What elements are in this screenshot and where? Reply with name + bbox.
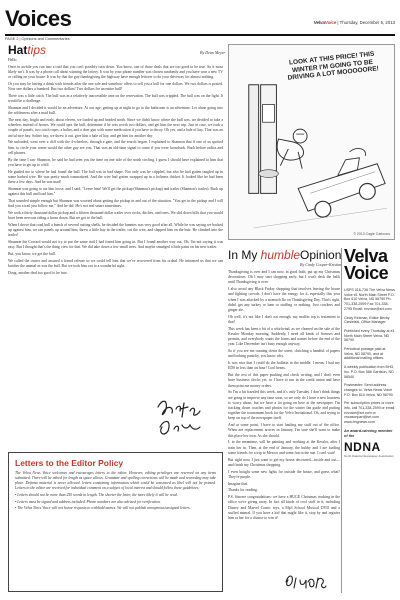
article-paragraph: We unloaded, went over a cliff with the 4-wheelers, through a gate, and the search began. I explained to Shannon that if one of us spotted him, to circle your warm would the other guy see you. That was an old-time signal to come if you were horseback. Back before radios and cell phones.: [8, 140, 223, 155]
hattips-title: [8, 43, 46, 57]
dateline: VelvaVoice | Thursday, December 5, 2013: [313, 20, 395, 25]
article-paragraph: Shannon and I decided it would be an adventure. At our age, getting up at night to go to the bathroom is an adventure. Let alone going into the wilderness after a mad bull.: [8, 106, 223, 116]
hattips-byline: By Dean Meyer: [200, 50, 226, 55]
article-paragraph: Thanksgiving is over and I can now, in good faith, put up my Christmas decorations. Oh I may start shopping early, but I won't deck the halls until Thanksgiving is over.: [228, 270, 340, 285]
signature-graphic: [280, 568, 330, 592]
page-subhead: PAGE 2 | Opinions and Commentaries: [5, 37, 70, 41]
ndna-logo: NDNA: [344, 440, 381, 455]
sidebar-block: Cindy Kirkman, Editor Becky Ciesielski, Office Manager: [344, 315, 390, 325]
masthead: [5, 8, 395, 32]
article-paragraph: By the time I saw Shannon, he said he had seen you the time on one side of the north circling. I guess I should have explained to him that you have to get up to a hill.: [8, 157, 223, 167]
article-paragraph: Imagine that.: [228, 481, 249, 486]
cindy-signature: [280, 568, 330, 592]
sidebar-text: [344, 288, 396, 425]
column-divider: [341, 248, 342, 593]
sidebar-block: Per subscription prices or more info, call 701-338-2599 or email nvvoice@srt.com or vncasonpart@srt.com www.bhgnews.com: [344, 401, 395, 425]
sidebar-logo-line1: Velva: [344, 246, 388, 266]
myopinion-title-part1: In My: [228, 248, 261, 262]
ndna-subtitle: North Dakota Newspaper Association: [344, 454, 394, 459]
letters-policy-item: • Letters should not be more than 250 words in length. The shorter the letter, the more likely it will be read.: [15, 493, 178, 497]
issue-date: Thursday, December 5, 2013: [339, 20, 395, 25]
myopinion-byline: By Cindy Cooper-Kristian: [300, 262, 343, 267]
letters-policy-box: [8, 452, 223, 592]
article-paragraph: This week has been a bit of a whirlwind, as we cleaned on the sale of the Kessler Monday morning. Suddenly, I need all kinds of licenses and permits, and everybody wants the forms and names before the end of the year. Like December isn't busy enough anyway.: [228, 326, 340, 347]
sidebar-logo: [344, 248, 396, 282]
sidebar-block: A weekly publication from BHG, Inc. P.O. Box 586 Garrison, ND 58540: [344, 365, 395, 379]
award-block: [344, 429, 396, 459]
article-paragraph: Shannon was going to cut him loose, and I said, "Leave him! We'll get the pickup (Shannon's pickup) and trailer (Shannon's trailer). Back up against this bull and load him.": [8, 186, 223, 197]
article-paragraph: We took a thirty thousand dollar pickup and a fifteen thousand dollar trailer over rocks, ditches, and trees. We slid down hills that you would have been nervous riding a horse down. But we got to the bull.: [8, 210, 223, 221]
article-paragraph: Doug, another deal too good to be true.: [8, 270, 68, 275]
article-paragraph: But right now, I just want to get my house decorated—inside and out—and finish my Christmas shopping.: [228, 457, 340, 467]
article-paragraph: Thanks for reading.: [228, 488, 258, 493]
article-paragraph: There was a little catch. The bull was in a relatively inaccessible area on the reservation. The bull was crippled. The bull was on the fight. It would be a challenge.: [8, 94, 223, 104]
article-paragraph: It was nice that I could do the bulletin in the middle. I mean, I had my EDS in less than an hour! Cool beans.: [228, 361, 340, 371]
letters-policy-item: • Letters must be signed and address included. Phone numbers are also advised for verification.: [15, 499, 161, 504]
brand-name-part1: Velva: [313, 20, 325, 25]
article-paragraph: I, in the meantime, will be painting and working at the Kessler, after I train her in. Then, at the end of January, the hubby and I are loading some friends for a trip to Mexico and some fun in the sun. I can't wait!: [228, 440, 340, 455]
award-text: An award-winning member of the: [344, 428, 393, 438]
publication-info-sidebar: [344, 248, 396, 598]
hattips-column: [8, 58, 223, 388]
article-paragraph: The next day, bright and early, about eleven, we loaded up and headed north. Since we didn't know where the bull was, we decided to take a wheelers instead of horses. We could spot the bull, determine if he was worth two dollars, and get him the next trip. Just in case, we took a couple of panels, two catch ropes, a halter, and a doer gun with some medication if you have to decoy. Oh yes, and a bale of hay. That was an awful nice hay. Saltier hay, we threw it out, give him a bale of hay, and get him for another day.: [8, 118, 223, 138]
signature-graphic: [150, 395, 210, 440]
article-paragraph: Hello.: [8, 58, 18, 62]
article-paragraph: I even bought some new lights for outside the house, and guess what? They're purple.: [228, 469, 340, 479]
article-paragraph: When I drove that road bull a bunch of several cutting shells, he decided the bunnies was very good after all. While he was saying we backed up against him, we ran panels up around him, threw a little hay in the trailer, cut the wire, and slapped him on the butt. He climbed into the trailer!: [8, 222, 223, 238]
myopinion-title-part2: humble: [260, 248, 301, 262]
letters-policy-item: • The Velva News Voice will not honor requests to withhold names. We will not publish anonymous/unsigned letters.: [15, 506, 191, 510]
brand-name-part2: Voice: [324, 20, 337, 25]
article-paragraph: Once in awhile you run into a trail that you can't possibly turn down. You know, one of those deals that are too good to be true. So it most likely isn't. It was by a phone call about winning the lottery. It was by your phone number was chosen randomly and you have won a new TV or calling on your house. It was by that the guy thanksgiving the highway have enough lettover to do your driveway for almost nothing.: [8, 64, 223, 80]
cartoon-credit: © 2013 Cagle Cartoons: [353, 232, 390, 236]
article-paragraph: So I'm a bit frazzled this week, and it's only Tuesday. I don't think things are going to improve any time soon, so we only do I have a new business to worry about, but we have a lot going on here at the newspaper. I'm tracking down coaches and photos for the winter fan guide and putting together the tournament book for the Velva Invitational. Oh, and trying to keep on top of the newspaper itself.: [228, 390, 340, 421]
article-paragraph: I also avoid any Black Friday shopping that involves leaving the house and fighting crowds. I don't have the energy for it, especially this year when I was attacked by a stomach flu on Thanksgiving Day. That's right, didn't get any turkey or ham or stuffing or nothing. Just crackers and ginger ale.: [228, 287, 340, 313]
dean-signature: [150, 395, 210, 440]
letters-policy-list: [15, 493, 216, 511]
sidebar-logo-line2: Voice: [344, 263, 389, 283]
hattips-title-part1: Hat: [8, 43, 28, 57]
article-paragraph: Oh well, it's not like I don't eat enough, my muffin top is testament to that!: [228, 314, 340, 325]
cartoon-caption: LOOK AT THIS PRICE! THIS WINTER I'M GOING TO BE DRIVING A LOT MOOOOORE!: [287, 50, 380, 82]
article-paragraph: That sounded simple enough but Shannon was worried about getting the pickup in and out of the situation. "You get in the pickup and I will find you a trail just follow me." And he did. He's not real smart sometimes.: [8, 198, 223, 209]
article-paragraph: We called the owner and assured a friend release so we could tell him that we've recovered from his ordeal. He informed us that we can butcher the animal as was the bull. But we took him out to a wonderful sight.: [8, 258, 223, 269]
article-paragraph: So if you see me running down the street, clutching a handful of papers and looking panicky, you know why.: [228, 349, 340, 359]
article-paragraph: Or you may be having a drink with friends after the one sale and somehow offers to sell you a bull for one dollars. We two dollars is posted. Now one dollars a hundred. But two dollars! Two dollars for an entire bull!: [8, 82, 223, 92]
sidebar-block: Postmaster: Send address changes to: Velva News Voice P.O. Box 610 Velva, ND 58790: [344, 383, 393, 397]
article-paragraph: But, you know, we got the bull.: [8, 252, 56, 257]
article-paragraph: But the rest of this paper pushing and check writing, and I don't even have business clocks yet, so I have to run in the credit union and have them print me money orders.: [228, 373, 340, 388]
sidebar-block: Periodical postage paid at Velva, ND 58790, and at additional mailing offices.: [344, 347, 386, 361]
letters-policy-intro: The Velva News Voice welcomes and encourages letters to the editor. However, editing privileges are reserved on any items submitted. There will be edited for length as space allows. Grammar and spelling corrections will be made and rewording may take place. Defama material is never allowed. letters containing information which could be construed as libel will not be printed. Letters to the editor are received for individual comment on a subject of local interest and should follow these guidelines:: [15, 471, 216, 490]
masthead-rule: [5, 34, 395, 36]
letters-policy-title: Letters to the Editor Policy: [15, 458, 124, 468]
myopinion-title: [228, 248, 341, 262]
article-paragraph: And at some point, I have to start hauling my stuff out of the office. When are replacement arrives in January, I'm sure she'll want to make this place her own. As she should.: [228, 423, 340, 438]
myopinion-title-part3: Opinion: [300, 248, 342, 262]
article-paragraph: P.S. Sincere congratulations: we have a HUGE Christmas tracking in the office we're giving away. In fact all kinds of cool stuff in it, including Disney and Marvel Comic toys, a Mp3 School Musical DVD and a stuffed animal. If you have a kid that might like it, stop by and register him or her for a chance to win it!: [228, 495, 340, 521]
myopinion-column: [228, 270, 340, 580]
editorial-cartoon: [228, 44, 395, 240]
section-title: Voices: [5, 6, 72, 31]
hattips-title-part2: tips: [27, 43, 47, 57]
article-paragraph: Shannon the Coward would not try to put the same trail I had found him going in. But I found another way out. Oh, I'm not saying it was easy. But I thought that's the thing view for that. We did take down a few small trees. And maybe smudged a little paint on his new trailer.: [8, 240, 223, 250]
article-paragraph: He guided me to where he had found the bull. The bull was in bad shape. Not only was he crippled, but also he had gotten tangled up in some barbed wire. He was pretty much traumatized. And the wire had gotten wrapped up in a holiness thicket. It looked like he had been there a few days. And he was mad!: [8, 169, 223, 185]
sidebar-block: Published every Thursday at #1 North Main Street Velva, ND 58790: [344, 328, 395, 343]
sidebar-block: USPS 016-736 The Velva News Voice #1 North Main Street P.O. Box 610 Velva, ND 58790 Ph. 701-338-2599 Fax 701-338-2795 Email: nvvoice@srt.com: [344, 288, 395, 311]
